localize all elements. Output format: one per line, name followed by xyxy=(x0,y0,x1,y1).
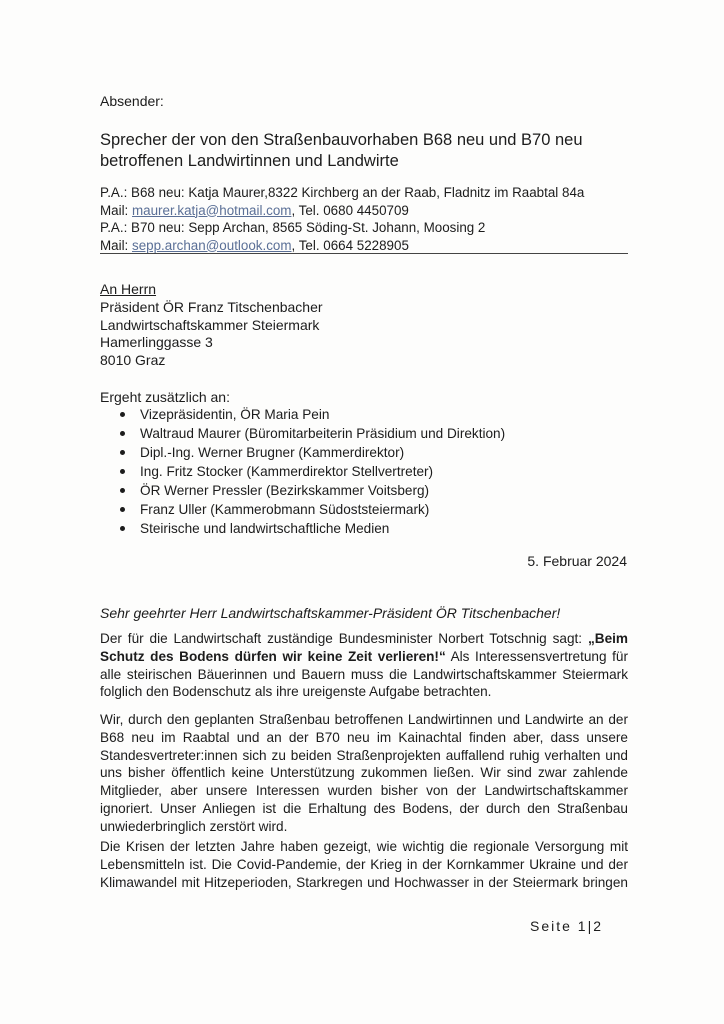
paragraph-line: folglich den Bodenschutz als ihre ureigenste Aufgabe betrachten. xyxy=(100,684,492,700)
paragraph-line: Der für die Landwirtschaft zuständige Bundesminister Norbert Totschnig sagt: „Beim xyxy=(100,631,628,646)
letter-salutation: Sehr geehrter Herr Landwirtschaftskammer-Präsident ÖR Titschenbacher! xyxy=(100,605,561,621)
paragraph-1 xyxy=(100,630,628,701)
paragraph-line: Schutz des Bodens dürfen wir keine Zeit verlieren!“ Als Interessensvertretung für xyxy=(100,648,628,664)
letter-date: 5. Februar 2024 xyxy=(527,553,627,569)
paragraph-line: alle steirischen Bäuerinnen und Bauern muss die Landwirtschaftskammer Steiermark xyxy=(100,666,628,682)
cc-item: Vizepräsidentin, ÖR Maria Pein xyxy=(118,405,505,424)
paragraph-line: Die Krisen der letzten Jahre haben gezeigt, wie wichtig die regionale Versorgung mit xyxy=(100,839,628,854)
recipient-salutation: An Herrn xyxy=(100,281,157,297)
email-link[interactable]: sepp.archan@outlook.com xyxy=(132,237,292,253)
page-number: Seite 1|2 xyxy=(530,918,604,934)
cc-item: Ing. Fritz Stocker (Kammerdirektor Stellvertreter) xyxy=(118,462,505,481)
paragraph-line: B68 neu im Raabtal und an der B70 neu im Kainachtal finden aber, dass unsere xyxy=(100,729,628,745)
cc-title: Ergeht zusätzlich an: xyxy=(100,389,230,405)
mail-label: Mail: xyxy=(100,237,132,253)
sender-subject xyxy=(100,130,583,172)
paragraph-line: Mitglieder, aber unsere Interessen wurden bisher von der Landwirtschaftskammer xyxy=(100,783,628,799)
paragraph-2 xyxy=(100,711,628,836)
cc-item: Dipl.-Ing. Werner Brugner (Kammerdirektor) xyxy=(118,443,505,462)
paragraph-line: Wir, durch den geplanten Straßenbau betroffenen Landwirtinnen und Landwirte an der xyxy=(100,712,628,727)
sender-contacts xyxy=(100,184,584,254)
cc-item: Waltraud Maurer (Büromitarbeiterin Präsidium und Direktion) xyxy=(118,424,505,443)
paragraph-line: ignoriert. Unser Anliegen ist die Erhaltung des Bodens, der durch den Straßenbau xyxy=(100,800,628,816)
email-link[interactable]: maurer.katja@hotmail.com xyxy=(132,202,292,218)
cc-item: Franz Uller (Kammerobmann Südoststeiermark) xyxy=(118,500,505,519)
contact-address: P.A.: B70 neu: Sepp Archan, 8565 Söding-St. Johann, Moosing 2 xyxy=(100,220,486,235)
header-divider xyxy=(100,253,628,254)
subject-line: betroffenen Landwirtinnen und Landwirte xyxy=(100,152,399,170)
contact-address: P.A.: B68 neu: Katja Maurer,8322 Kirchberg an der Raab, Fladnitz im Raabtal 84a xyxy=(100,185,585,200)
contact-mail-line xyxy=(100,237,584,255)
paragraph-line: unwiederbringlich zerstört wird. xyxy=(100,818,288,834)
mail-label: Mail: xyxy=(100,202,132,218)
contact-mail-line xyxy=(100,202,584,220)
phone: , Tel. 0680 4450709 xyxy=(291,202,409,218)
recipient-line: 8010 Graz xyxy=(100,352,166,369)
paragraph-line: Lebensmitteln ist. Die Covid-Pandemie, der Krieg in der Kornkammer Ukraine und der xyxy=(100,856,628,872)
phone: , Tel. 0664 5228905 xyxy=(291,237,409,253)
cc-item: ÖR Werner Pressler (Bezirkskammer Voitsberg) xyxy=(118,481,505,500)
recipient-line: Präsident ÖR Franz Titschenbacher xyxy=(100,298,323,315)
paragraph-line: Klimawandel mit Hitzeperioden, Starkregen und Hochwasser in der Steiermark bringen xyxy=(100,874,628,890)
sender-label: Absender: xyxy=(100,93,164,109)
cc-list xyxy=(118,405,505,538)
paragraph-3 xyxy=(100,838,628,891)
recipient-line: Hamerlinggasse 3 xyxy=(100,334,213,351)
subject-line: Sprecher der von den Straßenbauvorhaben B68 neu und B70 neu xyxy=(100,131,583,149)
paragraph-line: uns bisher öffentlich keine Unterstützung zukommen ließen. Wir sind zwar zahlende xyxy=(100,765,628,781)
cc-item: Steirische und landwirtschaftliche Medien xyxy=(118,519,505,538)
recipient-address xyxy=(100,281,323,370)
recipient-line: Landwirtschaftskammer Steiermark xyxy=(100,316,320,333)
paragraph-line: Standesvertreter:innen sich zu beiden Straßenprojekten auffallend ruhig verhalten und xyxy=(100,747,628,763)
